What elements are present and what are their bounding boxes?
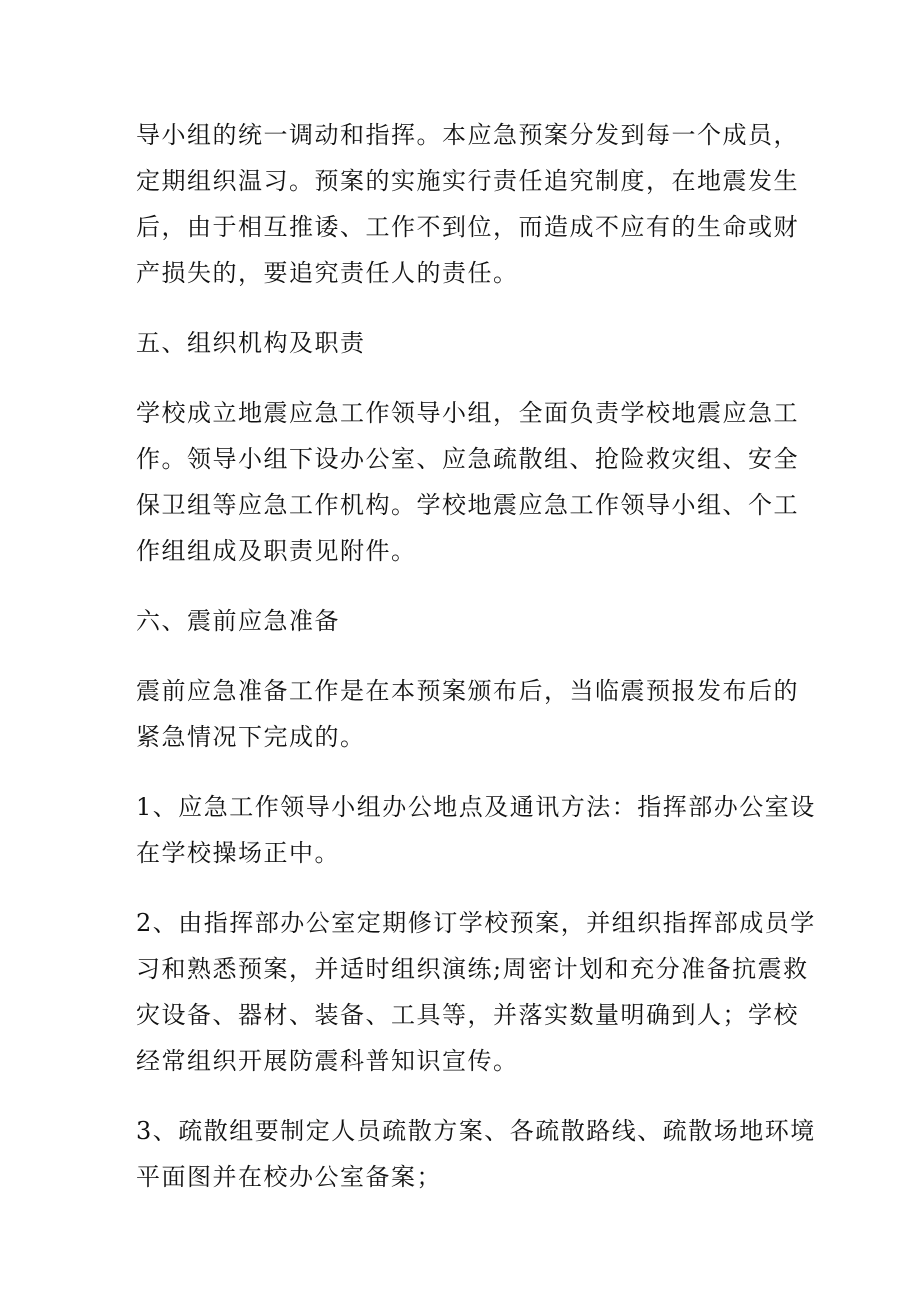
text-line: 2、由指挥部办公室定期修订学校预案，并组织指挥部成员学	[136, 909, 816, 937]
paragraph-item-1	[136, 784, 816, 876]
text-line: 平面图并在校办公室备案；	[136, 1163, 442, 1191]
text-line: 导小组的统一调动和指挥。本应急预案分发到每一个成员，	[136, 121, 799, 149]
text-line: 灾设备、器材、装备、工具等，并落实数量明确到人；学校	[136, 1001, 799, 1029]
text-line: 紧急情况下完成的。	[136, 723, 366, 751]
text-line: 产损失的，要追究责任人的责任。	[136, 259, 519, 287]
text-line: 3、疏散组要制定人员疏散方案、各疏散路线、疏散场地环境	[136, 1117, 816, 1145]
text-line: 在学校操场正中。	[136, 839, 340, 867]
text-line: 震前应急准备工作是在本预案颁布后，当临震预报发布后的	[136, 677, 799, 705]
section-heading-organization: 五、组织机构及职责	[136, 329, 366, 357]
text-line: 1、应急工作领导小组办公地点及通讯方法：指挥部办公室设	[136, 793, 816, 821]
paragraph-organization	[136, 390, 799, 574]
paragraph-leadership-duty	[136, 112, 799, 296]
text-line: 保卫组等应急工作机构。学校地震应急工作领导小组、个工	[136, 491, 799, 519]
section-heading-preparation: 六、震前应急准备	[136, 607, 340, 635]
text-line: 习和熟悉预案，并适时组织演练;周密计划和充分准备抗震救	[136, 955, 809, 983]
text-line: 学校成立地震应急工作领导小组，全面负责学校地震应急工	[136, 399, 799, 427]
text-line: 经常组织开展防震科普知识宣传。	[136, 1047, 519, 1075]
paragraph-item-2	[136, 900, 816, 1084]
text-line: 定期组织温习。预案的实施实行责任追究制度，在地震发生	[136, 167, 799, 195]
paragraph-preparation-intro	[136, 668, 799, 760]
paragraph-item-3	[136, 1108, 816, 1200]
text-line: 作。领导小组下设办公室、应急疏散组、抢险救灾组、安全	[136, 445, 799, 473]
text-line: 后，由于相互推诿、工作不到位，而造成不应有的生命或财	[136, 213, 799, 241]
text-line: 作组组成及职责见附件。	[136, 537, 417, 565]
document-body	[136, 112, 816, 1224]
